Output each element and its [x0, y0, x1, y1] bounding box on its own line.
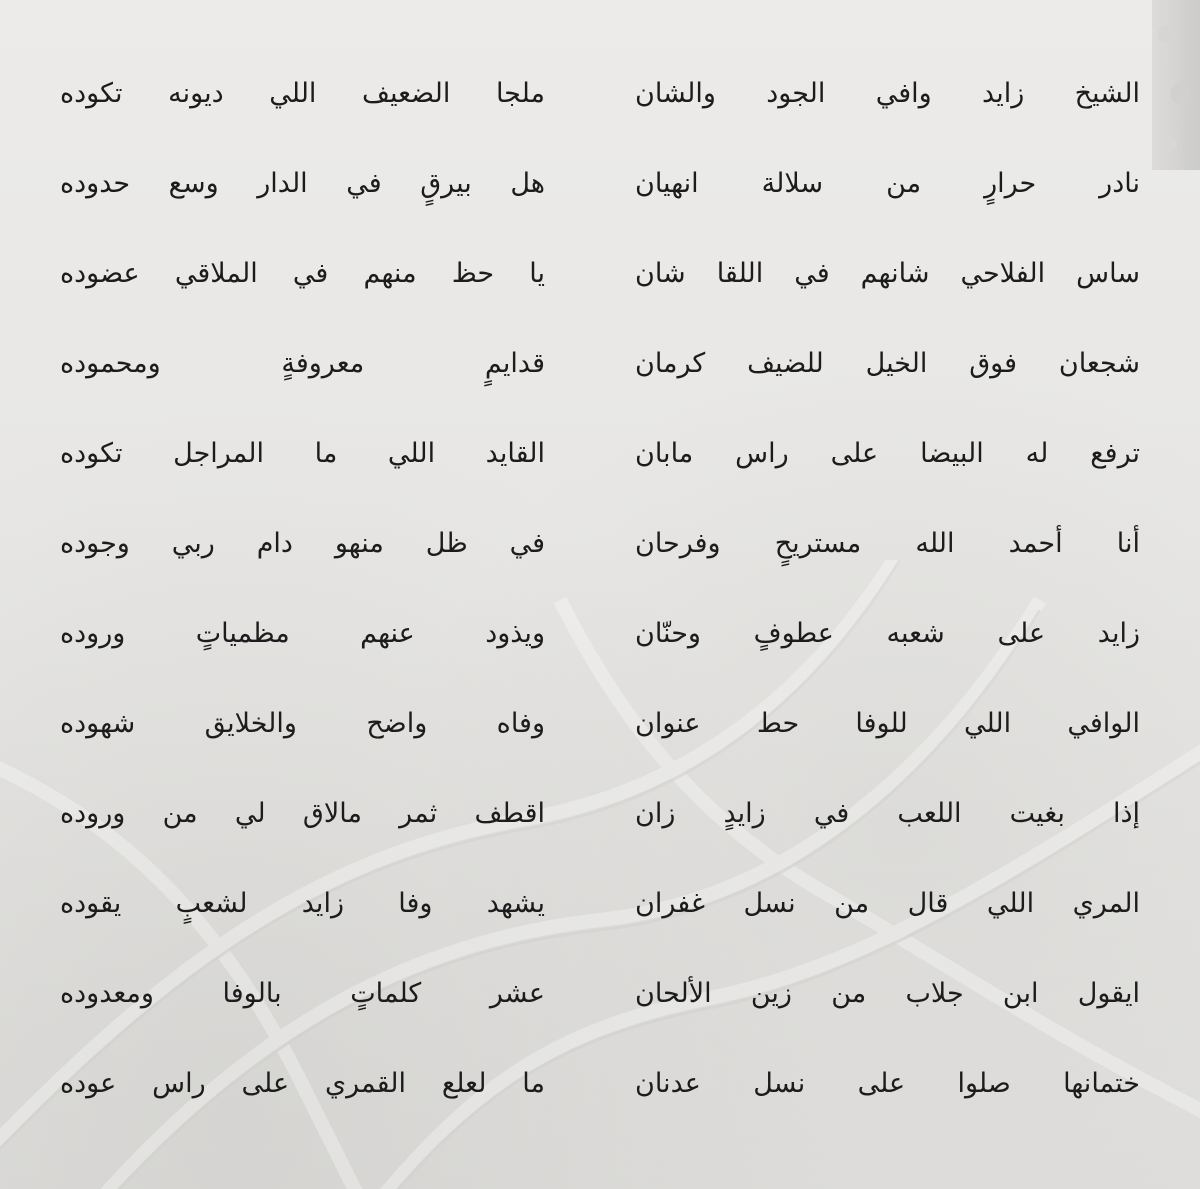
- verse-first-hemistich: إذا بغيت اللعب في زايدٍ زان: [635, 798, 1140, 829]
- verse-row: [0, 782, 1200, 852]
- verse-row: [0, 1052, 1200, 1122]
- verse-row: [0, 62, 1200, 132]
- verse-row: [0, 242, 1200, 312]
- verse-first-hemistich: ختمانها صلوا على نسل عدنان: [635, 1068, 1140, 1099]
- poem: [0, 62, 1200, 1142]
- verse-first-hemistich: نادر حرارٍ من سلالة انهيان: [635, 168, 1140, 199]
- verse-second-hemistich: يا حظ منهم في الملاقي عضوده: [60, 258, 545, 289]
- verse-first-hemistich: زايد على شعبه عطوفٍ وحنّان: [635, 618, 1140, 649]
- verse-second-hemistich: وفاه واضح والخلايق شهوده: [60, 708, 545, 739]
- verse-first-hemistich: المري اللي قال من نسل غفران: [635, 888, 1140, 919]
- verse-second-hemistich: ما لعلع القمري على راس عوده: [60, 1068, 545, 1099]
- verse-row: [0, 602, 1200, 672]
- verse-second-hemistich: في ظل منهو دام ربي وجوده: [60, 528, 545, 559]
- verse-second-hemistich: ويذود عنهم مظمياتٍ وروده: [60, 618, 545, 649]
- verse-second-hemistich: هل بيرقٍ في الدار وسع حدوده: [60, 168, 545, 199]
- verse-first-hemistich: ايقول ابن جلاب من زين الألحان: [635, 978, 1140, 1009]
- verse-row: [0, 512, 1200, 582]
- verse-first-hemistich: ساس الفلاحي شانهم في اللقا شان: [635, 258, 1140, 289]
- verse-first-hemistich: الوافي اللي للوفا حط عنوان: [635, 708, 1140, 739]
- verse-first-hemistich: ترفع له البيضا على راس مابان: [635, 438, 1140, 469]
- verse-row: [0, 962, 1200, 1032]
- verse-row: [0, 332, 1200, 402]
- verse-first-hemistich: الشيخ زايد وافي الجود والشان: [635, 78, 1140, 109]
- verse-row: [0, 422, 1200, 492]
- verse-second-hemistich: يشهد وفا زايد لشعبٍ يقوده: [60, 888, 545, 919]
- verse-second-hemistich: القايد اللي ما المراجل تكوده: [60, 438, 545, 469]
- verse-row: [0, 872, 1200, 942]
- verse-second-hemistich: اقطف ثمر مالاق لي من وروده: [60, 798, 545, 829]
- verse-second-hemistich: عشر كلماتٍ بالوفا ومعدوده: [60, 978, 545, 1009]
- verse-first-hemistich: أنا أحمد الله مستريحٍ وفرحان: [635, 528, 1140, 559]
- verse-row: [0, 152, 1200, 222]
- verse-row: [0, 692, 1200, 762]
- verse-second-hemistich: قدايمٍ معروفةٍ ومحموده: [60, 348, 545, 379]
- verse-second-hemistich: ملجا الضعيف اللي ديونه تكوده: [60, 78, 545, 109]
- verse-first-hemistich: شجعان فوق الخيل للضيف كرمان: [635, 348, 1140, 379]
